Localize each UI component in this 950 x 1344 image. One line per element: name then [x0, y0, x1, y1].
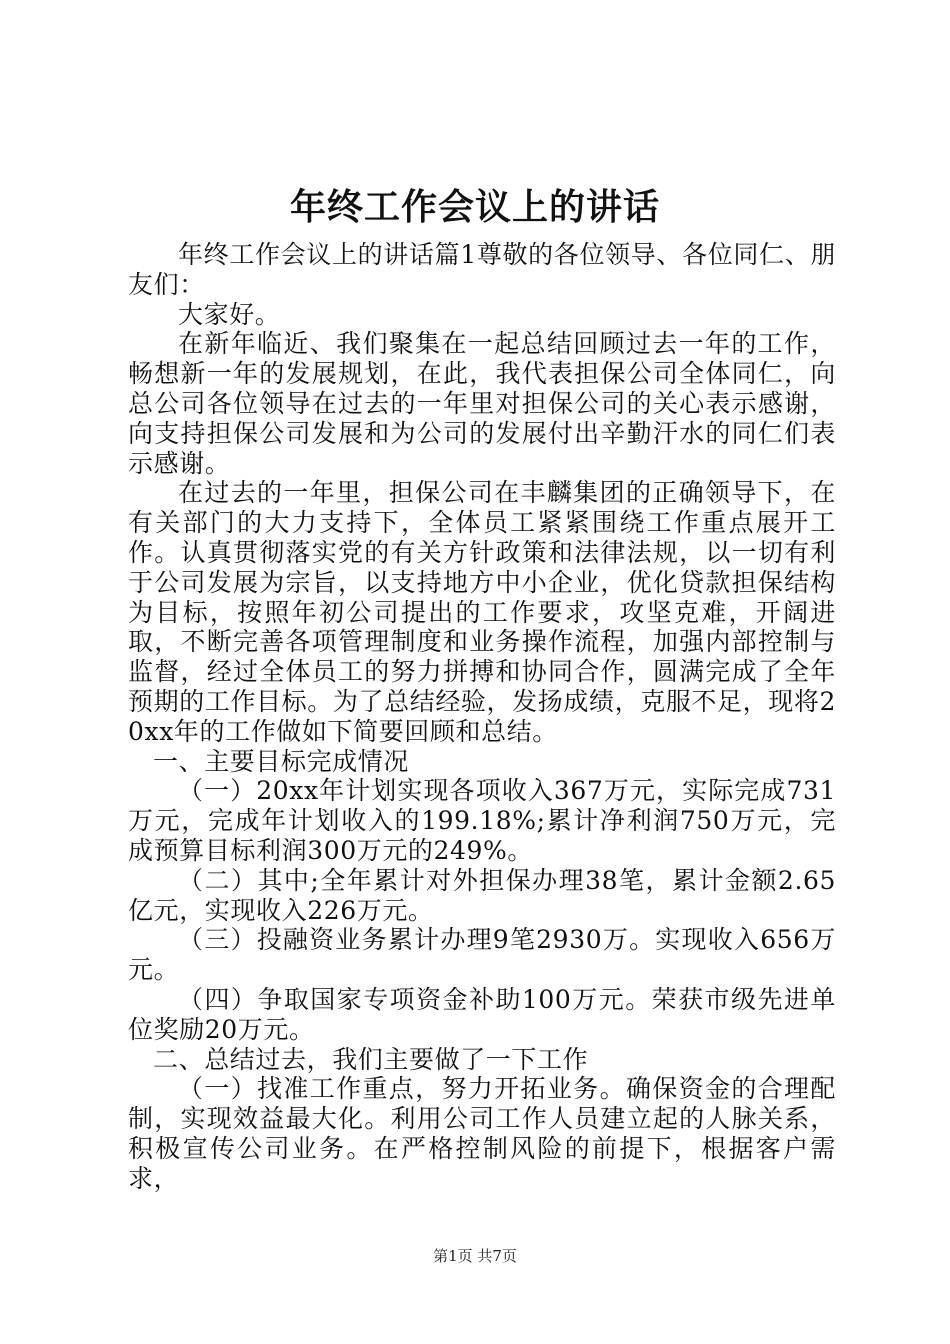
goal-item: （四）争取国家专项资金补助100万元。荣获市级先进单位奖励20万元。: [128, 984, 836, 1044]
section-heading-summary: 二、总结过去，我们主要做了一下工作: [153, 1044, 589, 1074]
page-footer: 第1页 共7页: [433, 1247, 517, 1265]
greeting-paragraph: 年终工作会议上的讲话篇1尊敬的各位领导、各位同仁、朋友们：: [128, 240, 836, 299]
review-paragraph: 在过去的一年里，担保公司在丰麟集团的正确领导下，在有关部门的大力支持下，全体员工紧紧围绕工作重点展开工作。认真贯彻落实党的有关方针政策和法律法规，以一切有利于公司发展为宗旨，以支持地方中小企业，优化贷款担保结构为目标，按照年初公司提出的工作要求，攻坚克难，开阔进取，不断完善各项管理制度和业务操作流程，加强内部控制与监督，经过全体员工的努力拼搏和协同合作，圆满完成了全年预期的工作目标。为了总结经验，发扬成绩，克服不足，现将20xx年的工作做如下简要回顾和总结。: [128, 478, 836, 746]
goal-item: （一）20xx年计划实现各项收入367万元，实际完成731万元，完成年计划收入的199.18%;累计净利润750万元，完成预算目标利润300万元的249%。: [128, 776, 836, 865]
intro-paragraph: 在新年临近、我们聚集在一起总结回顾过去一年的工作，畅想新一年的发展规划，在此，我代表担保公司全体同仁，向总公司各位领导在过去的一年里对担保公司的关心表示感谢，向支持担保公司发展和为公司的发展付出辛勤汗水的同仁们表示感谢。: [128, 329, 836, 478]
page-title: 年终工作会议上的讲话: [289, 187, 660, 228]
goal-item: （二）其中;全年累计对外担保办理38笔，累计金额2.65亿元，实现收入226万元。: [128, 865, 836, 925]
section-heading-goals: 一、主要目标完成情况: [153, 746, 410, 776]
salutation-paragraph: 大家好。: [178, 299, 281, 329]
document-body: [128, 240, 836, 1194]
goal-item: （三）投融资业务累计办理9笔2930万。实现收入656万元。: [128, 925, 836, 985]
summary-item: （一）找准工作重点，努力开拓业务。确保资金的合理配制，实现效益最大化。利用公司工作人员建立起的人脉关系，积极宣传公司业务。在严格控制风险的前提下，根据客户需求，: [128, 1074, 836, 1193]
